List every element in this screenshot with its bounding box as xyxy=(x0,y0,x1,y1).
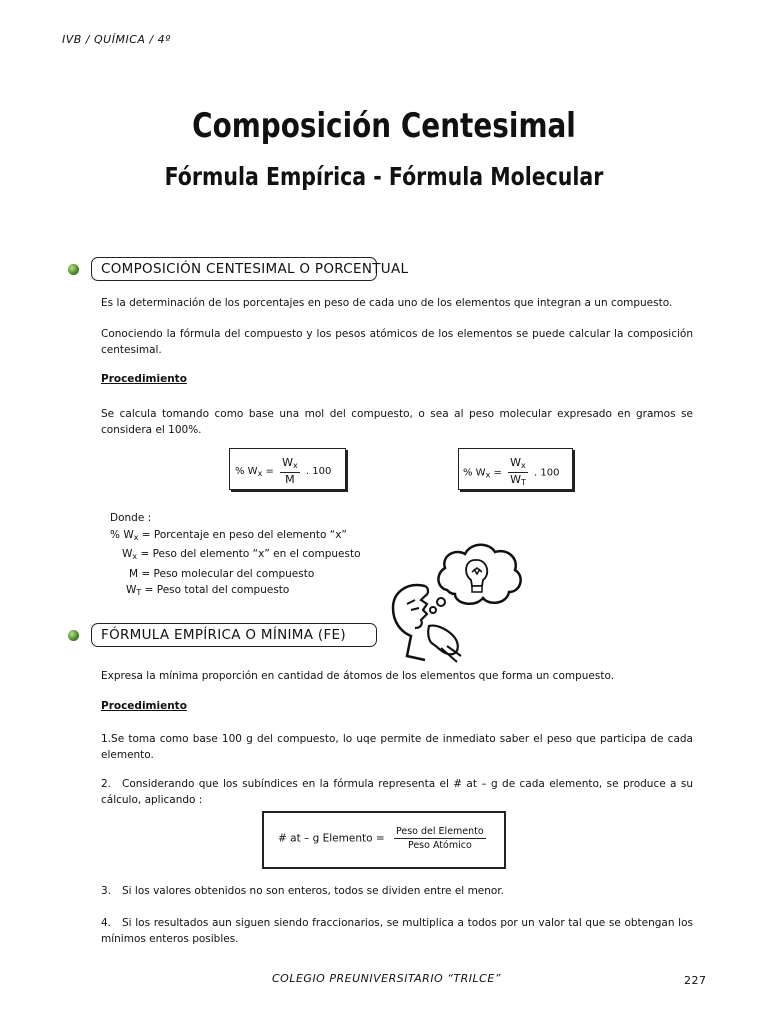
list-item: 4. Si los resultados aun siguen siendo fraccionarios, se multiplica a todos por un valor tal que se obtengan los mínimos enteros posibles. xyxy=(101,917,693,945)
formula-atom-gram: # at – g Elemento = $\frac{\text{Peso del Elemento}}{\text{Peso Atómico}}$ xyxy=(278,826,484,851)
thinking-person-illustration xyxy=(385,538,525,670)
section-heading-formula-empirica: FÓRMULA EMPÍRICA O MÍNIMA (FE) xyxy=(101,627,346,643)
formula-percent-total: % $W_x$ = $\frac{W_x}{W_T}$ . 100 xyxy=(463,456,560,487)
legend-line-weight: $W_x$ = Peso del elemento “x” en el compuesto xyxy=(122,548,361,561)
paragraph-formula-info: Conociendo la fórmula del compuesto y los pesos atómicos de los elementos se puede calcular la composición centesimal. xyxy=(101,328,693,356)
section-heading-composicion: COMPOSICIÓN CENTESIMAL O PORCENTUAL xyxy=(101,261,409,277)
list-item: 3. Si los valores obtenidos no son enteros, todos se dividen entre el menor. xyxy=(101,885,505,897)
formula-box-molecular xyxy=(229,448,346,490)
page-header: IVB / QUÍMICA / 4º xyxy=(62,33,171,46)
formula-percent-molecular: % $W_x$ = $\frac{W_x}{M}$ . 100 xyxy=(235,456,332,486)
legend-line-molecular: M = Peso molecular del compuesto xyxy=(129,567,315,580)
legend-line-percent: % $W_x$ = Porcentaje en peso del elemento “x” xyxy=(110,528,347,542)
page-number: 227 xyxy=(684,974,707,987)
formula-box-total xyxy=(458,448,573,490)
list-item: 2. Considerando que los subíndices en la fórmula representa el # at – g de cada elemento, se produce a su cálculo, aplicando : xyxy=(101,778,693,806)
green-bullet-icon xyxy=(68,264,79,275)
paragraph-procedure: Se calcula tomando como base una mol del compuesto, o sea al peso molecular expresado en gramos se considera el 100%. xyxy=(101,408,693,436)
procedure-label: Procedimiento xyxy=(101,700,187,712)
paragraph-empirical-definition: Expresa la mínima proporción en cantidad de átomos de los elementos que forma un compuesto. xyxy=(101,670,615,682)
legend-title: Donde : xyxy=(110,512,152,524)
legend-line-total: $W_T$ = Peso total del compuesto xyxy=(126,584,290,597)
paragraph-definition: Es la determinación de los porcentajes en peso de cada uno de los elementos que integran a un compuesto. xyxy=(101,297,673,309)
legend-block xyxy=(110,510,361,602)
footer-school: COLEGIO PREUNIVERSITARIO “TRILCE” xyxy=(272,972,501,985)
formula-box-atom-gram xyxy=(262,811,506,869)
page-title: Composición Centesimal xyxy=(192,106,576,146)
list-item: 1.Se toma como base 100 g del compuesto, lo uqe permite de inmediato saber el peso que participa de cada elemento. xyxy=(101,733,693,761)
procedure-label: Procedimiento xyxy=(101,373,187,385)
green-bullet-icon xyxy=(68,630,79,641)
page-subtitle: Fórmula Empírica - Fórmula Molecular xyxy=(164,162,604,191)
